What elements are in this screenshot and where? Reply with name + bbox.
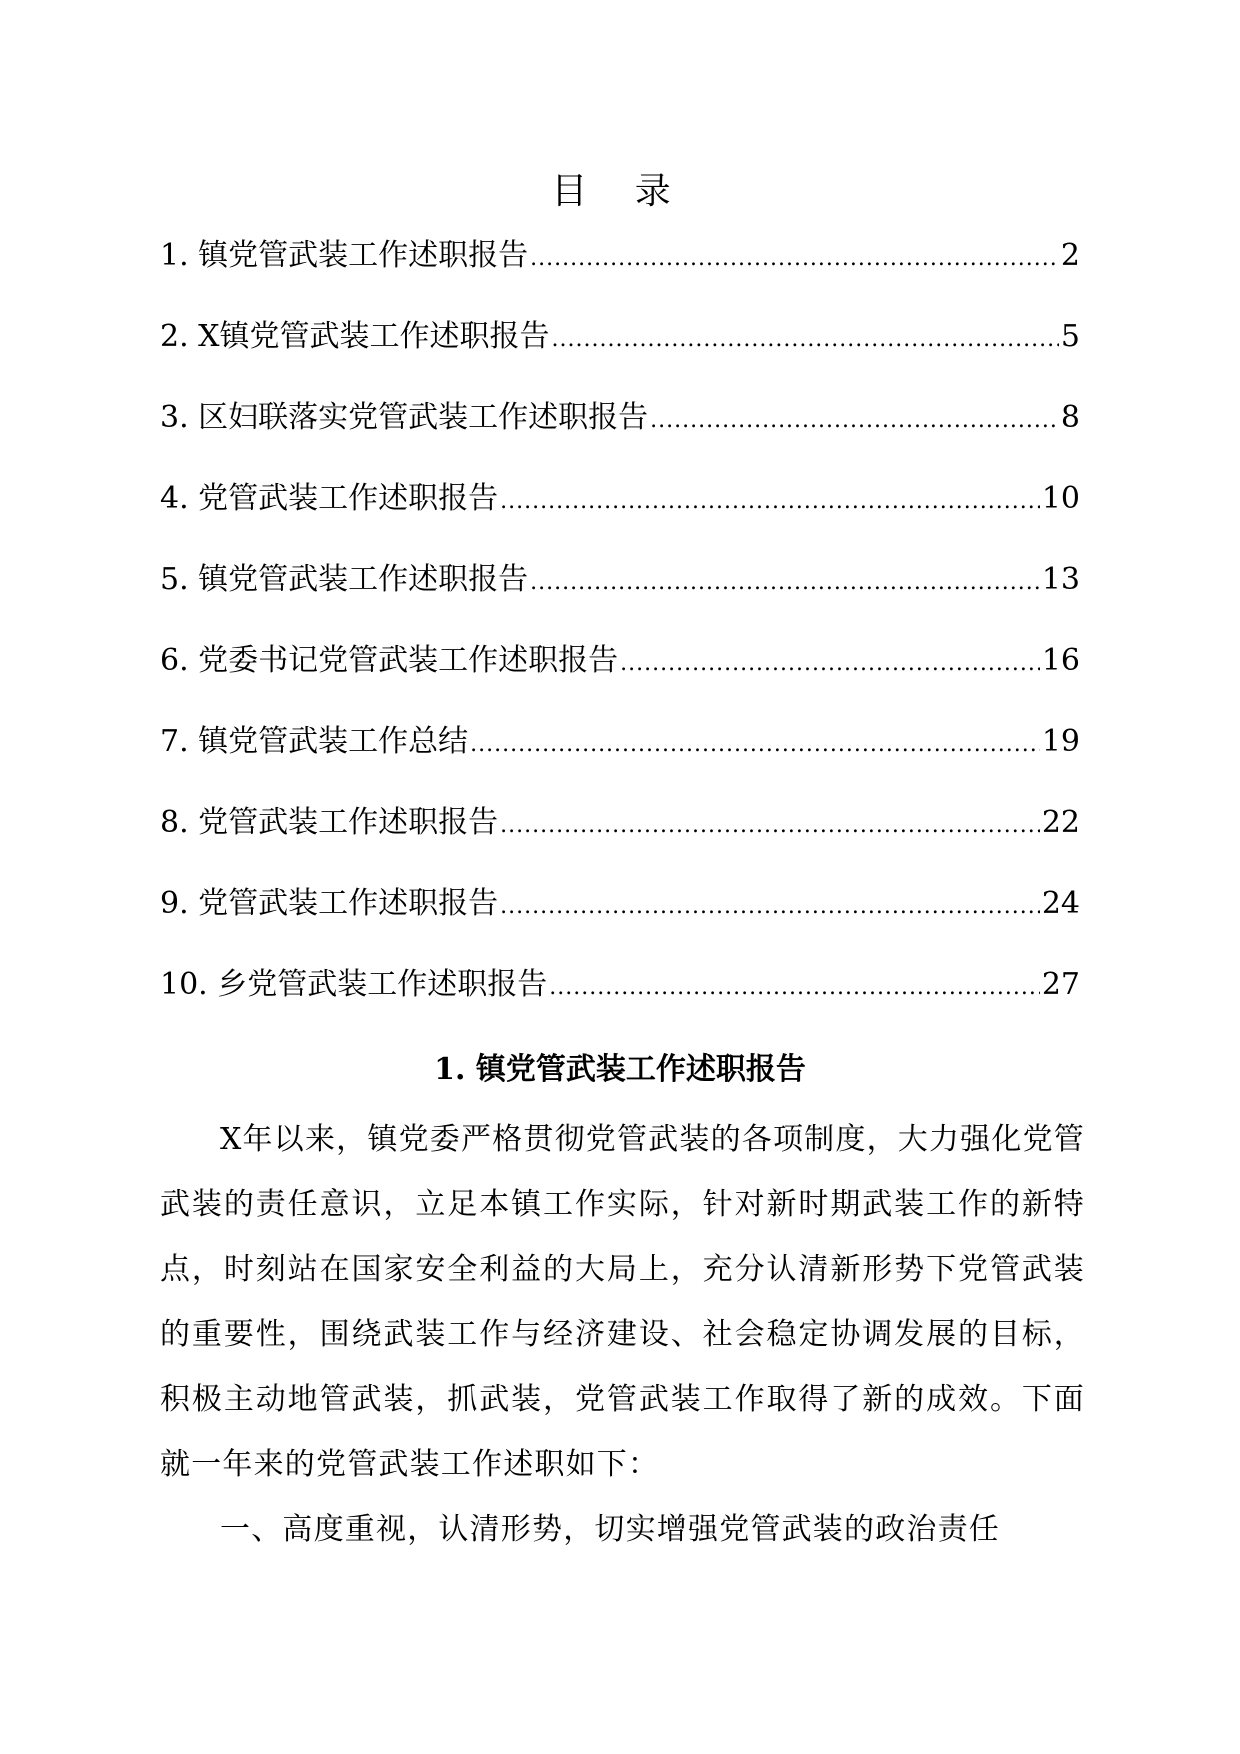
toc-entry-label: 4. 党管武装工作述职报告	[160, 481, 499, 516]
toc-leader-dots	[552, 320, 1059, 360]
section-paragraph: X年以来，镇党委严格贯彻党管武装的各项制度，大力强化党管武装的责任意识，立足本镇工作实际，针对新时期武装工作的新特点，时刻站在国家安全利益的大局上，充分认清新形势下党管武装的重要性，围绕武装工作与经济建设、社会稳定协调发展的目标，积极主动地管武装，抓武装，党管武装工作取得了新的成效。下面就一年来的党管武装工作述职如下：	[160, 1122, 1085, 1482]
toc-entry-page: 22	[1041, 805, 1080, 840]
toc-entry-label: 2. X镇党管武装工作述职报告	[160, 319, 550, 354]
table-of-contents	[160, 236, 1080, 1046]
toc-leader-dots	[620, 644, 1040, 684]
toc-leader-dots	[500, 482, 1040, 522]
toc-entry[interactable]	[160, 398, 1080, 479]
toc-leader-dots	[500, 887, 1040, 927]
toc-entry-label: 1. 镇党管武装工作述职报告	[160, 238, 529, 273]
toc-entry-page: 2	[1060, 238, 1080, 273]
toc-entry-page: 10	[1041, 481, 1080, 516]
toc-leader-dots	[500, 806, 1040, 846]
section-subheading: 一、高度重视，认清形势，切实增强党管武装的政治责任	[220, 1512, 1000, 1547]
toc-entry-page: 5	[1060, 319, 1080, 354]
toc-leader-dots	[650, 401, 1059, 441]
toc-title: 目 录	[551, 171, 689, 212]
toc-leader-dots	[470, 725, 1040, 765]
toc-entry-page: 19	[1041, 724, 1080, 759]
toc-entry-label: 7. 镇党管武装工作总结	[160, 724, 469, 759]
toc-entry-label: 8. 党管武装工作述职报告	[160, 805, 499, 840]
toc-leader-dots	[530, 563, 1040, 603]
toc-entry-label: 5. 镇党管武装工作述职报告	[160, 562, 529, 597]
toc-entry-page: 24	[1041, 886, 1080, 921]
toc-entry[interactable]	[160, 236, 1080, 317]
toc-entry[interactable]	[160, 317, 1080, 398]
toc-entry[interactable]	[160, 965, 1080, 1046]
toc-entry[interactable]	[160, 641, 1080, 722]
toc-entry[interactable]	[160, 479, 1080, 560]
toc-entry-label: 9. 党管武装工作述职报告	[160, 886, 499, 921]
toc-entry-page: 13	[1041, 562, 1080, 597]
toc-entry[interactable]	[160, 803, 1080, 884]
toc-leader-dots	[549, 968, 1040, 1008]
toc-entry-label: 3. 区妇联落实党管武装工作述职报告	[160, 400, 649, 435]
section-heading: 1. 镇党管武装工作述职报告	[434, 1052, 806, 1087]
toc-entry-page: 16	[1041, 643, 1080, 678]
toc-entry[interactable]	[160, 884, 1080, 965]
toc-entry-page: 8	[1060, 400, 1080, 435]
toc-entry[interactable]	[160, 560, 1080, 641]
toc-entry-label: 6. 党委书记党管武装工作述职报告	[160, 643, 619, 678]
toc-entry[interactable]	[160, 722, 1080, 803]
toc-entry-page: 27	[1041, 967, 1080, 1002]
toc-leader-dots	[530, 239, 1059, 279]
toc-entry-label: 10. 乡党管武装工作述职报告	[160, 967, 548, 1002]
